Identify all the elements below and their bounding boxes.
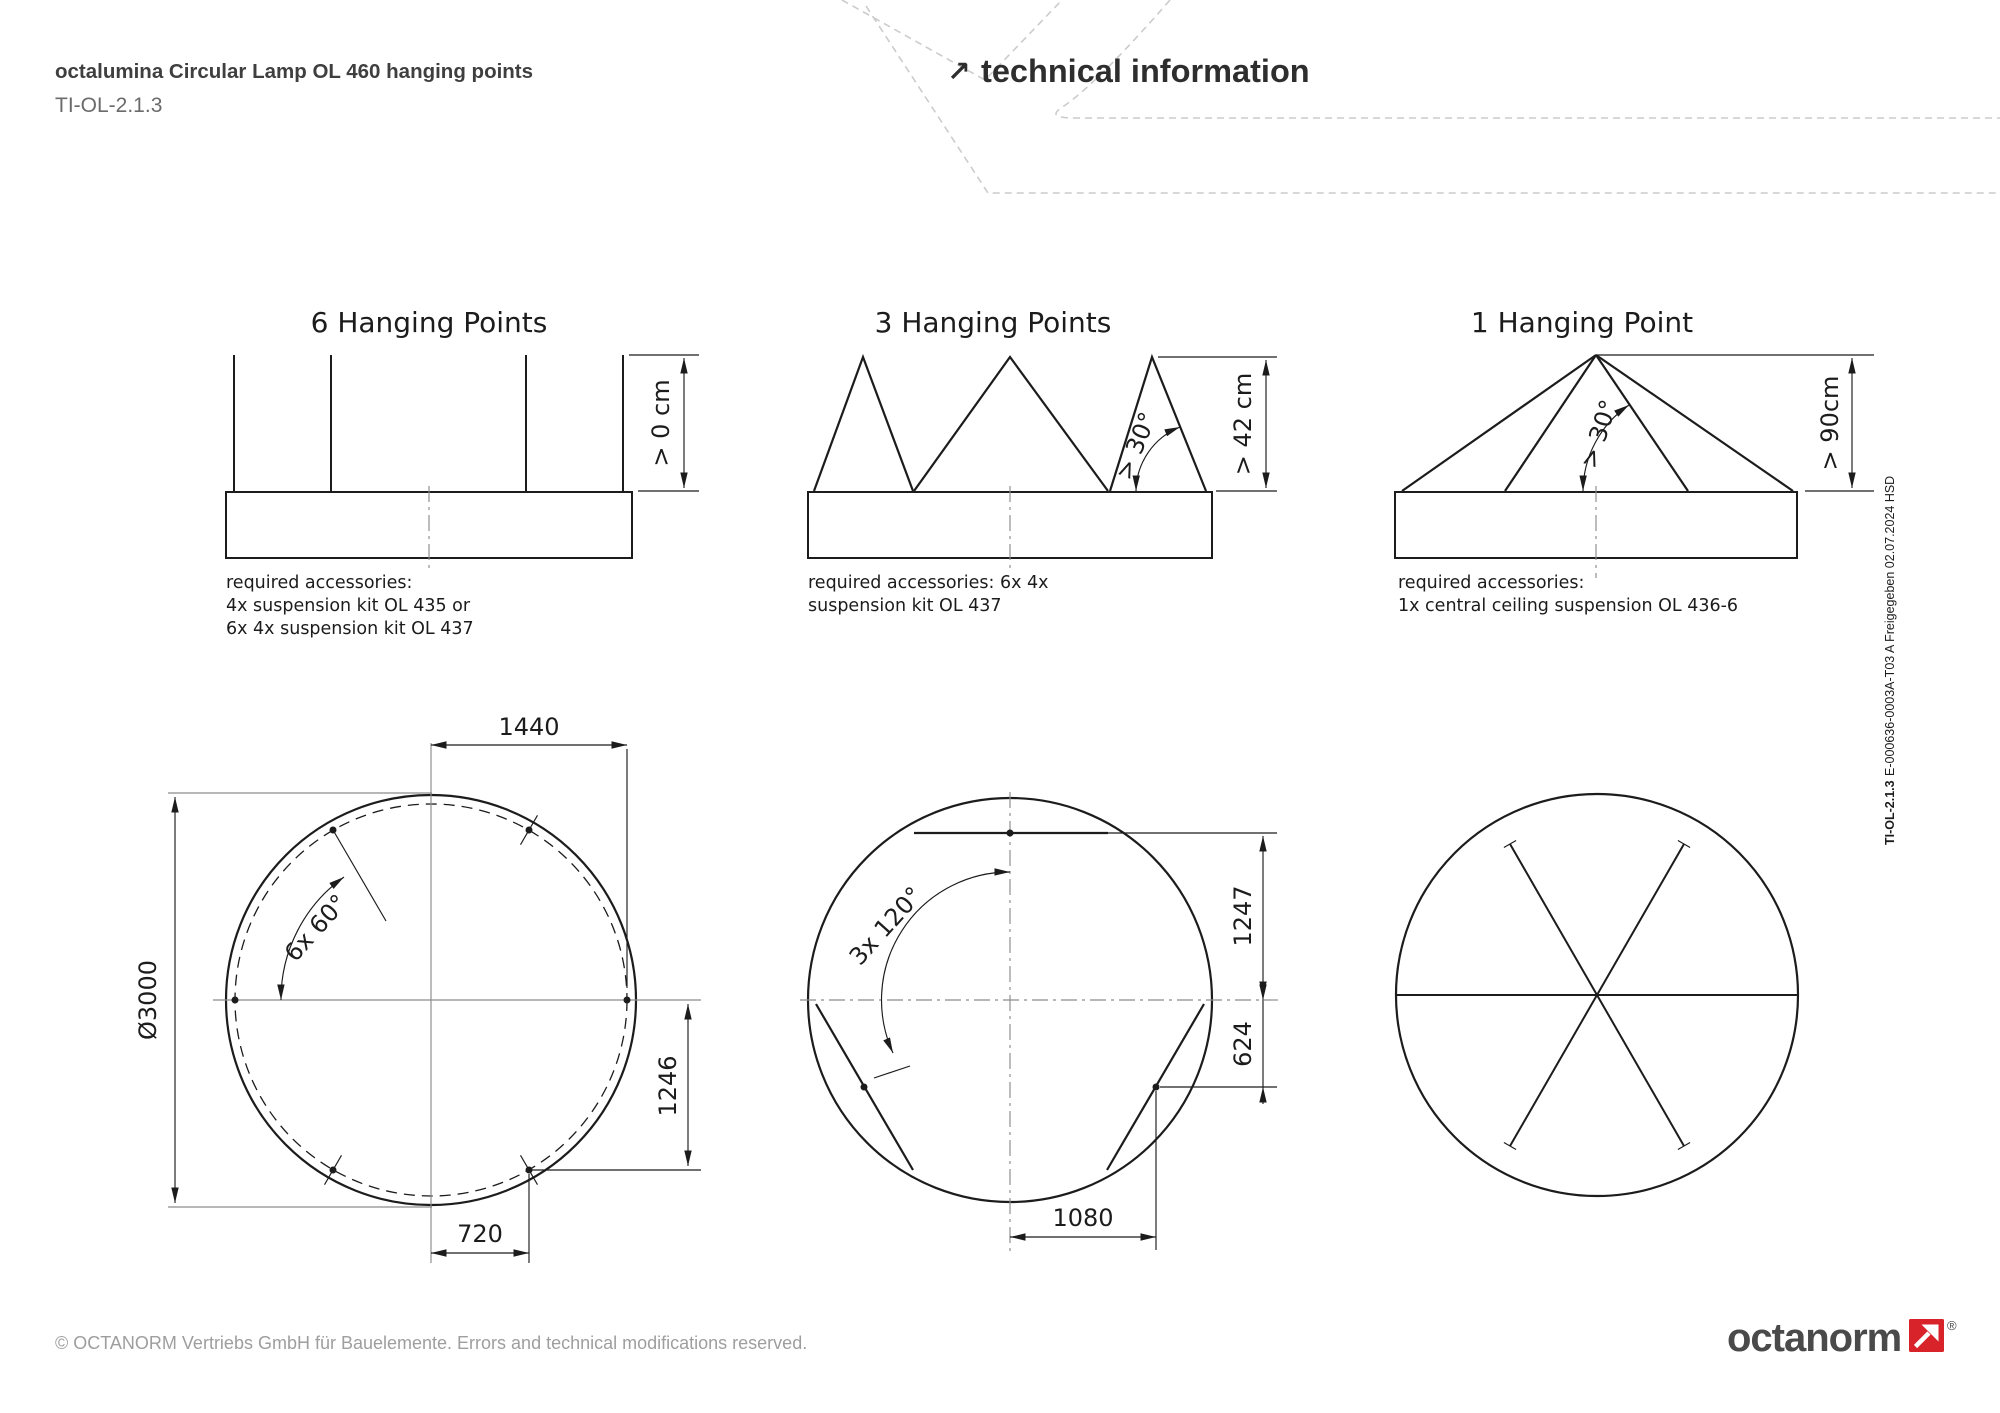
angle-label: 3x 120° — [843, 881, 929, 971]
brand-wordmark: octanorm — [1727, 1316, 1902, 1360]
diagram-1-hanging-point — [1395, 306, 1874, 616]
spoke-end-tick — [1504, 841, 1516, 848]
diagram-title: 6 Hanging Points — [310, 306, 548, 339]
hanging-point-dot — [861, 1084, 868, 1091]
diagram-6-hanging-points — [226, 306, 699, 639]
bottom-offset-label: 720 — [457, 1220, 503, 1248]
suspension-cable — [1596, 355, 1793, 491]
diameter-label: Ø3000 — [134, 960, 162, 1040]
diagram-title: 3 Hanging Points — [874, 306, 1112, 339]
top-offset-label: 1247 — [1229, 885, 1257, 947]
decoration-outer-chevron — [866, 6, 2000, 193]
dashed-decoration — [842, 0, 2000, 193]
suspension-v-cables — [814, 357, 913, 491]
bottom-offset-label: 1080 — [1052, 1204, 1114, 1232]
hanging-point-dot — [624, 997, 631, 1004]
spoke-end-tick — [1504, 1143, 1516, 1150]
octanorm-logo — [1727, 1316, 1957, 1360]
brand-arrow-icon — [1909, 1319, 1944, 1352]
height-dimension-label: > 0 cm — [647, 379, 675, 467]
accessories-line: required accessories: — [226, 573, 413, 593]
diagram-title: 1 Hanging Point — [1470, 306, 1694, 339]
angle-dimension-label: > 30° — [1574, 396, 1624, 472]
pitch-width-label: 1440 — [498, 713, 560, 741]
spoke-end-tick — [1678, 841, 1690, 848]
lower-offset-label: 624 — [1229, 1021, 1257, 1067]
diagram-3-hanging-points — [808, 306, 1277, 616]
suspension-v-cables — [914, 357, 1108, 491]
revision-doc-code: TI-OL-2.1.3 — [1883, 780, 1897, 845]
accessories-line: required accessories: — [1398, 573, 1585, 593]
hanging-point-dot — [1007, 830, 1014, 837]
plan-view-3-points — [800, 792, 1278, 1252]
copyright-text: © OCTANORM Vertriebs GmbH für Bauelemente. Errors and technical modifications reserved. — [55, 1333, 808, 1353]
plan-view-6-points — [134, 713, 701, 1263]
arc-end-tick — [874, 1066, 910, 1078]
height-dimension-label: > 90cm — [1816, 375, 1844, 471]
accessories-line: 6x 4x suspension kit OL 437 — [226, 619, 474, 639]
suspension-cable — [1402, 355, 1596, 491]
hanging-point-dot — [232, 997, 239, 1004]
plan-view-1-point — [1396, 794, 1798, 1196]
angle-dimension-label: > 30° — [1109, 408, 1163, 484]
section-arrow-icon: ↗ — [947, 55, 971, 88]
section-title: technical information — [981, 53, 1310, 89]
accessories-line: required accessories: 6x 4x — [808, 573, 1049, 593]
angle-label: 6x 60° — [278, 889, 354, 967]
spoke-end-tick — [1678, 1143, 1690, 1150]
revision-info: E-000636-0003A-T03 A Freigegeben 02.07.2024 HSD — [1883, 475, 1897, 776]
vertical-offset-label: 1246 — [654, 1055, 682, 1117]
revision-note — [1883, 476, 1897, 845]
document-code: TI-OL-2.1.3 — [55, 94, 163, 117]
document-title: octalumina Circular Lamp OL 460 hanging points — [55, 60, 534, 83]
accessories-line: suspension kit OL 437 — [808, 596, 1002, 616]
suspension-cable — [1505, 355, 1596, 491]
accessories-line: 1x central ceiling suspension OL 436-6 — [1398, 596, 1739, 616]
accessories-line: 4x suspension kit OL 435 or — [226, 596, 471, 616]
hanging-point-dot — [1153, 1084, 1160, 1091]
registered-trademark: ® — [1947, 1318, 1957, 1333]
height-dimension-label: > 42 cm — [1229, 372, 1257, 476]
